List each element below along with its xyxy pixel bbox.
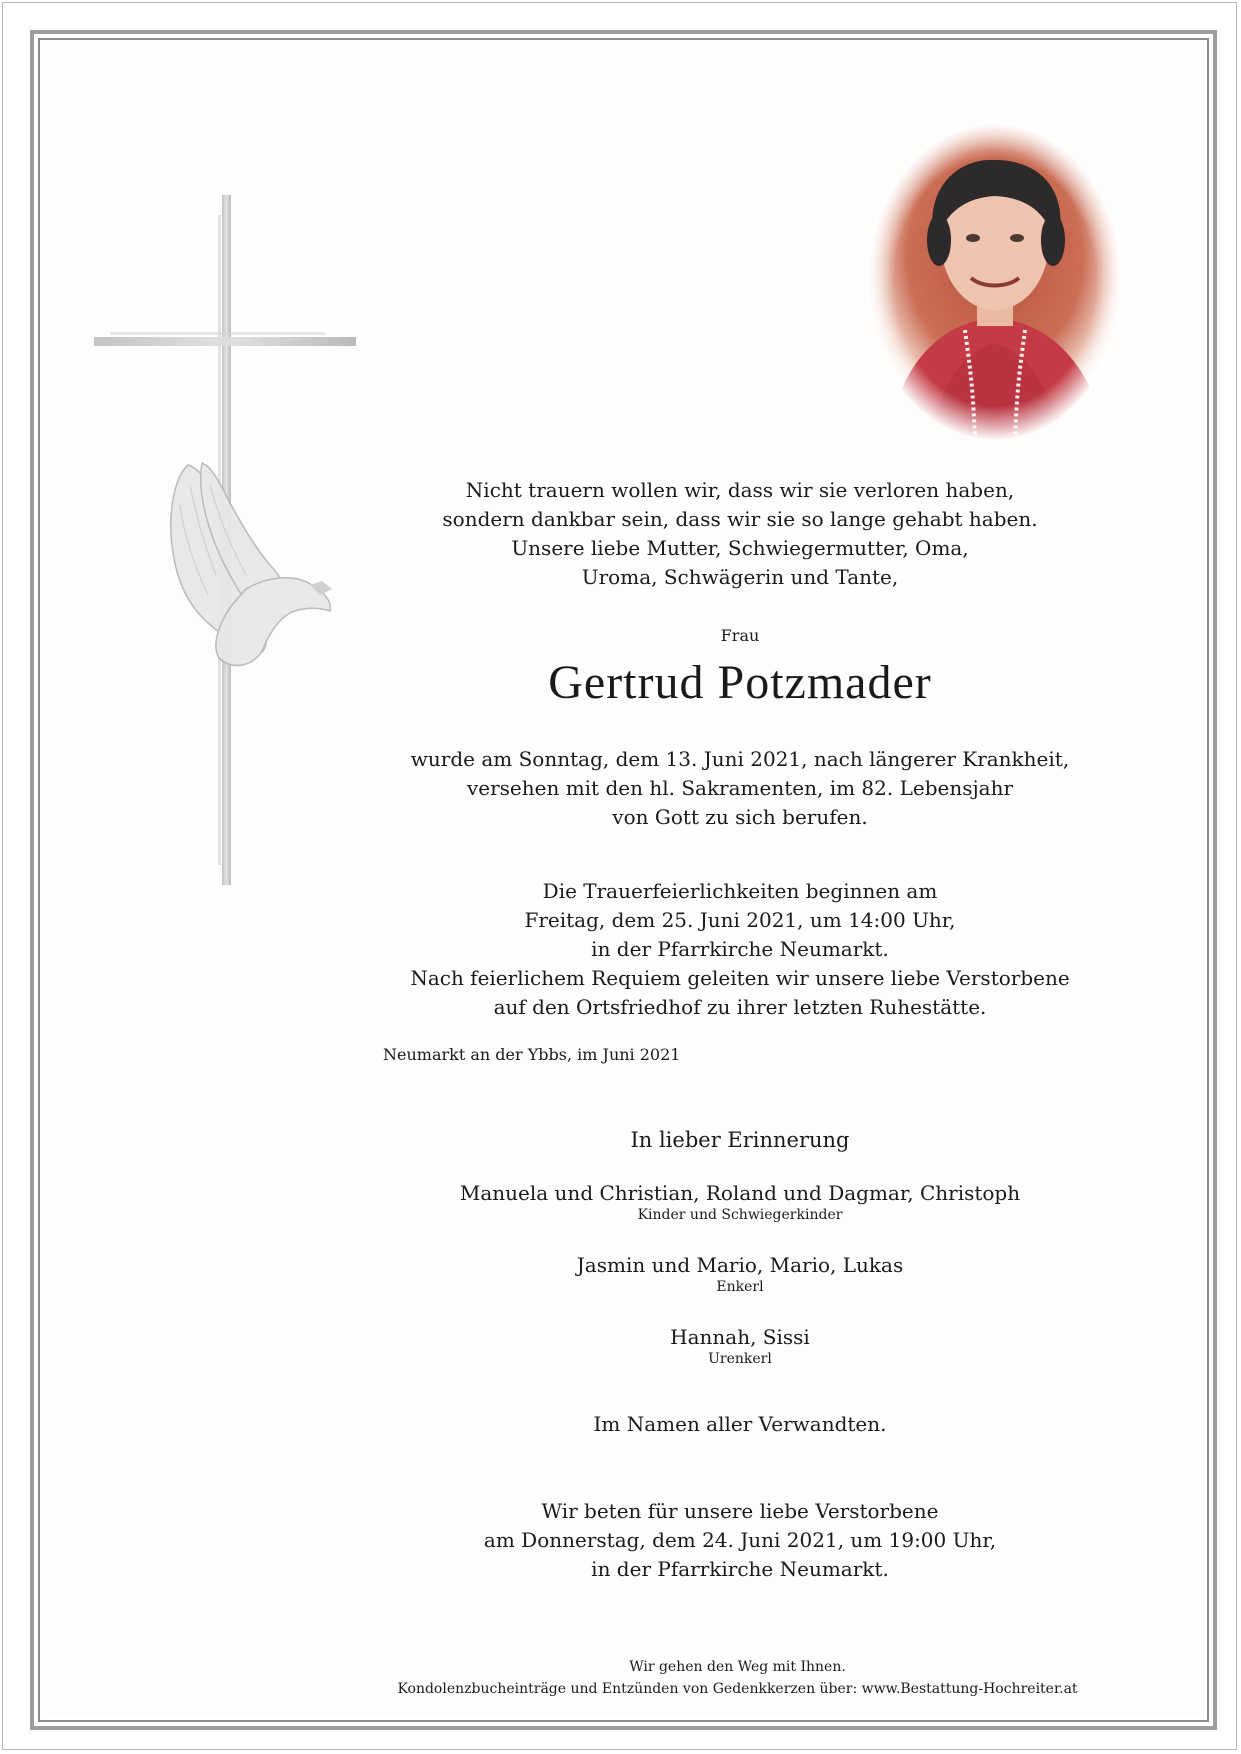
- portrait-photo: [865, 122, 1125, 442]
- prayer-details: [380, 1497, 1100, 1584]
- prayer-line: Wir beten für unsere liebe Verstorbene: [541, 1499, 939, 1523]
- ceremony-line: Freitag, dem 25. Juni 2021, um 14:00 Uhr,: [524, 908, 956, 932]
- family-names: Hannah, Sissi: [670, 1325, 810, 1349]
- salutation: Frau: [720, 626, 760, 645]
- family-role: Urenkerl: [708, 1351, 772, 1367]
- death-notice-line: von Gott zu sich berufen.: [612, 805, 868, 829]
- place-date: Neumarkt an der Ybbs, im Juni 2021: [383, 1045, 681, 1064]
- family-names: Jasmin und Mario, Mario, Lukas: [576, 1253, 904, 1277]
- ceremony-line: in der Pfarrkirche Neumarkt.: [591, 937, 889, 961]
- verse-line: Unsere liebe Mutter, Schwiegermutter, Oma,: [511, 536, 969, 560]
- verse-line: sondern dankbar sein, dass wir sie so lange gehabt haben.: [442, 507, 1038, 531]
- death-notice: [380, 745, 1100, 832]
- prayer-line: in der Pfarrkirche Neumarkt.: [591, 1557, 889, 1581]
- family-role: Kinder und Schwiegerkinder: [637, 1207, 843, 1223]
- relatives-line: Im Namen aller Verwandten.: [593, 1412, 887, 1436]
- verse-line: Uroma, Schwägerin und Tante,: [581, 565, 899, 589]
- ceremony-line: auf den Ortsfriedhof zu ihrer letzten Ruhestätte.: [493, 995, 987, 1019]
- ceremony-details: [380, 877, 1100, 1022]
- verse-line: Nicht trauern wollen wir, dass wir sie verloren haben,: [465, 478, 1015, 502]
- deceased-name: Gertrud Potzmader: [548, 656, 932, 709]
- prayer-line: am Donnerstag, dem 24. Juni 2021, um 19:00 Uhr,: [483, 1528, 997, 1552]
- memory-heading: In lieber Erinnerung: [630, 1128, 850, 1152]
- family-names: Manuela und Christian, Roland und Dagmar, Christoph: [459, 1181, 1021, 1205]
- ceremony-line: Nach feierlichem Requiem geleiten wir unsere liebe Verstorbene: [410, 966, 1070, 990]
- footer-slogan: Wir gehen den Weg mit Ihnen.: [629, 1659, 846, 1675]
- death-notice-line: versehen mit den hl. Sakramenten, im 82. Lebensjahr: [466, 776, 1014, 800]
- footer: [330, 1656, 1145, 1700]
- family-list: [380, 1180, 1100, 1396]
- family-role: Enkerl: [716, 1279, 764, 1295]
- ceremony-line: Die Trauerfeierlichkeiten beginnen am: [542, 879, 938, 903]
- verse: [380, 476, 1100, 592]
- cross-with-praying-hands-icon: [70, 185, 370, 905]
- footer-condolence-link: Kondolenzbucheinträge und Entzünden von Gedenkkerzen über: www.Bestattung-Hochreiter.at: [397, 1681, 1078, 1697]
- death-notice-line: wurde am Sonntag, dem 13. Juni 2021, nach längerer Krankheit,: [410, 747, 1070, 771]
